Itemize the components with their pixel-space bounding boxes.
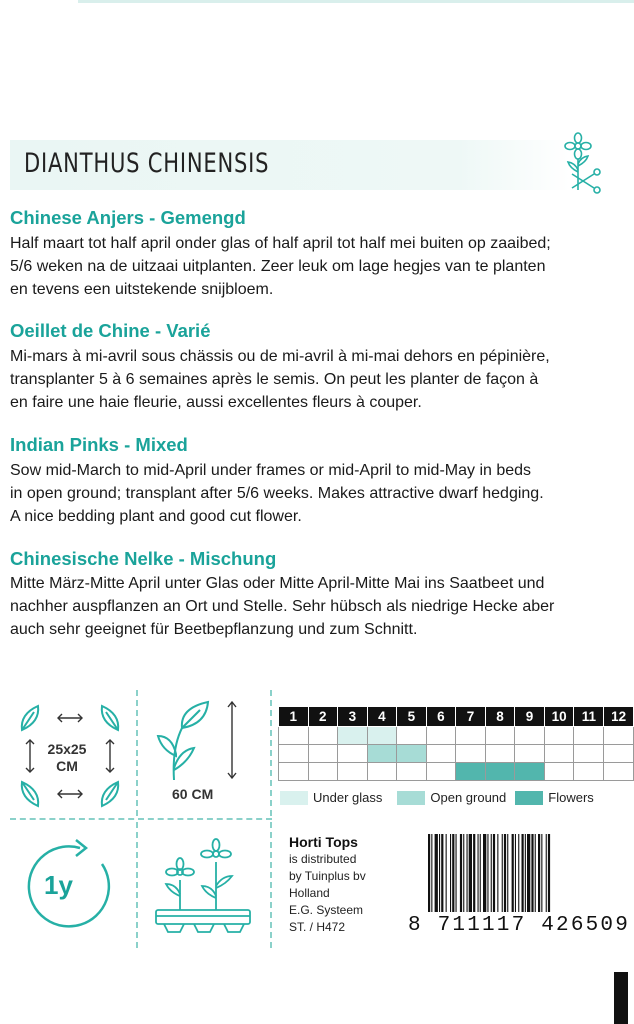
- barcode-bar: [469, 834, 472, 912]
- text-line: Mitte März-Mitte April unter Glas oder Mitte April-Mitte Mai ins Saatbeet und: [10, 575, 545, 592]
- legend-swatch-flowers: [515, 791, 543, 805]
- calendar-cell: [604, 763, 634, 781]
- barcode-bar: [548, 834, 550, 912]
- distributor-line: is distributed: [289, 852, 357, 866]
- flower-scissors-logo-icon: [558, 132, 606, 196]
- legend-swatch-open-ground: [397, 791, 425, 805]
- barcode-bar: [478, 834, 479, 912]
- calendar-cell: [426, 763, 456, 781]
- calendar-cell: [367, 745, 397, 763]
- lifecycle-value: 1y: [44, 870, 73, 900]
- barcode-bar: [460, 834, 462, 912]
- calendar-row-flowers: [279, 763, 634, 781]
- legend-label-flowers: Flowers: [548, 790, 594, 805]
- calendar-row-under-glass: [279, 727, 634, 745]
- divider-vertical: [136, 822, 138, 948]
- distributor-line: Holland: [289, 886, 330, 900]
- calendar-cell: [426, 745, 456, 763]
- calendar-cell: [397, 763, 427, 781]
- barcode-bar: [504, 834, 506, 912]
- calendar-cell: [544, 745, 574, 763]
- barcode-bar: [446, 834, 447, 912]
- calendar-cell: [367, 727, 397, 745]
- calendar-cell: [515, 727, 545, 745]
- brand-name: Horti Tops: [289, 834, 358, 850]
- barcode-bar: [538, 834, 540, 912]
- distributor-line: by Tuinplus bv: [289, 869, 366, 883]
- month-label: 9: [515, 707, 545, 727]
- month-label: 11: [574, 707, 604, 727]
- distributor-line: ST. / H472: [289, 920, 346, 934]
- barcode-bar: [497, 834, 498, 912]
- text-line: en tevens een uitstekende snijbloem.: [10, 281, 274, 298]
- barcode-bar: [456, 834, 457, 912]
- top-decor-line: [78, 0, 634, 3]
- legend-label-open-ground: Open ground: [430, 790, 507, 805]
- calendar-cell: [367, 763, 397, 781]
- distributor-line: E.G. Systeem: [289, 903, 364, 917]
- month-label: 4: [367, 707, 397, 727]
- month-label: 7: [456, 707, 486, 727]
- month-label: 5: [397, 707, 427, 727]
- barcode-bar: [439, 834, 440, 912]
- text-line: Sow mid-March to mid-April under frames or mid-April to mid-May in beds: [10, 462, 532, 479]
- divider-horizontal: [10, 818, 272, 820]
- section-heading-nl: Chinese Anjers - Gemengd: [10, 207, 246, 228]
- calendar-cell: [515, 763, 545, 781]
- calendar-cell: [397, 727, 427, 745]
- barcode-bar: [480, 834, 481, 912]
- text-line: in open ground; transplant after 5/6 weeks. Makes attractive dwarf hedging.: [10, 485, 544, 502]
- barcode-bar: [522, 834, 524, 912]
- barcode-bar: [525, 834, 526, 912]
- section-heading-en: Indian Pinks - Mixed: [10, 434, 188, 455]
- text-line: auch sehr geeignet für Beetbepflanzung und zum Schnitt.: [10, 621, 418, 638]
- barcode-bar: [467, 834, 468, 912]
- calendar-cell: [574, 763, 604, 781]
- calendar-cell: [397, 745, 427, 763]
- spacing-label: [36, 741, 98, 775]
- barcode-bar: [546, 834, 547, 912]
- calendar-row-open-ground: [279, 745, 634, 763]
- latin-name: DIANTHUS CHINENSIS: [24, 148, 270, 179]
- calendar-month-row: [279, 707, 634, 727]
- calendar-cell: [456, 745, 486, 763]
- month-label: 8: [485, 707, 515, 727]
- calendar-cell: [515, 745, 545, 763]
- barcode-bar: [515, 834, 516, 912]
- text-line: nachher auspflanzen an Ort und Stelle. Sehr hübsch als niedrige Hecke aber: [10, 598, 555, 615]
- barcode-bar: [512, 834, 514, 912]
- barcode-image: [428, 834, 628, 912]
- plant-height-icon: [150, 698, 250, 784]
- legend-label-under-glass: Under glass: [313, 790, 383, 805]
- calendar-cell: [426, 727, 456, 745]
- text-line: en faire une haie fleurie, aussi excellentes fleurs à couper.: [10, 394, 422, 411]
- section-heading-fr: Oeillet de Chine - Varié: [10, 320, 211, 341]
- legend-swatch-under-glass: [280, 791, 308, 805]
- section-text-de: [10, 572, 632, 641]
- seedling-tray-icon: [150, 836, 254, 936]
- barcode-bar: [507, 834, 508, 912]
- calendar-cell: [544, 727, 574, 745]
- month-label: 2: [308, 707, 338, 727]
- section-text-en: [10, 459, 632, 528]
- barcode-bar: [431, 834, 432, 912]
- barcode-bar: [441, 834, 443, 912]
- pack-edge-marker: [614, 972, 628, 1024]
- calendar-cell: [456, 727, 486, 745]
- calendar-cell: [308, 745, 338, 763]
- text-line: A nice bedding plant and good cut flower.: [10, 508, 302, 525]
- calendar-cell: [279, 763, 309, 781]
- calendar-cell: [544, 763, 574, 781]
- text-line: Half maart tot half april onder glas of half april tot half mei buiten op zaaibed;: [10, 235, 551, 252]
- month-label: 10: [544, 707, 574, 727]
- calendar-legend: [280, 790, 594, 805]
- month-label: 3: [338, 707, 368, 727]
- sowing-calendar: [278, 706, 634, 781]
- distributor-info: [289, 834, 366, 936]
- barcode-bar: [527, 834, 530, 912]
- calendar-cell: [279, 745, 309, 763]
- calendar-cell: [574, 745, 604, 763]
- barcode-bar: [435, 834, 438, 912]
- section-heading-de: Chinesische Nelke - Mischung: [10, 548, 277, 569]
- divider-vertical: [270, 690, 272, 816]
- barcode-bar: [450, 834, 451, 912]
- spacing-value: 25x25: [47, 741, 87, 757]
- text-line: transplanter 5 à 6 semaines après le semis. On peut les planter de façon à: [10, 371, 539, 388]
- barcode-bar: [541, 834, 542, 912]
- text-line: 5/6 weken na de uitzaai uitplanten. Zeer leuk om lage hegjes van te planten: [10, 258, 546, 275]
- calendar-cell: [485, 763, 515, 781]
- barcode-bar: [531, 834, 533, 912]
- barcode-bar: [487, 834, 488, 912]
- barcode-bar: [473, 834, 475, 912]
- text-line: Mi-mars à mi-avril sous chässis ou de mi-avril à mi-mai dehors en pépinière,: [10, 348, 550, 365]
- calendar-cell: [485, 727, 515, 745]
- barcode-bar: [493, 834, 495, 912]
- calendar-cell: [485, 745, 515, 763]
- calendar-cell: [338, 763, 368, 781]
- calendar-cell: [574, 727, 604, 745]
- month-label: 12: [604, 707, 634, 727]
- section-text-nl: [10, 232, 632, 301]
- calendar-cell: [308, 763, 338, 781]
- calendar-cell: [338, 745, 368, 763]
- spacing-unit: CM: [56, 758, 78, 774]
- calendar-cell: [279, 727, 309, 745]
- plant-height-value: 60 CM: [172, 786, 214, 802]
- barcode-bar: [428, 834, 430, 912]
- barcode-bar: [502, 834, 503, 912]
- barcode-bar: [535, 834, 536, 912]
- calendar-cell: [604, 745, 634, 763]
- divider-vertical: [270, 822, 272, 948]
- barcode-number: 8 711117 426509: [408, 914, 631, 937]
- month-label: 6: [426, 707, 456, 727]
- barcode-bar: [452, 834, 454, 912]
- calendar-cell: [604, 727, 634, 745]
- barcode-bar: [491, 834, 492, 912]
- calendar-cell: [338, 727, 368, 745]
- calendar-cell: [308, 727, 338, 745]
- calendar-cell: [456, 763, 486, 781]
- barcode-bar: [483, 834, 486, 912]
- barcode-bar: [463, 834, 464, 912]
- barcode-bar: [518, 834, 519, 912]
- month-label: 1: [279, 707, 309, 727]
- section-text-fr: [10, 345, 632, 414]
- divider-vertical: [136, 690, 138, 816]
